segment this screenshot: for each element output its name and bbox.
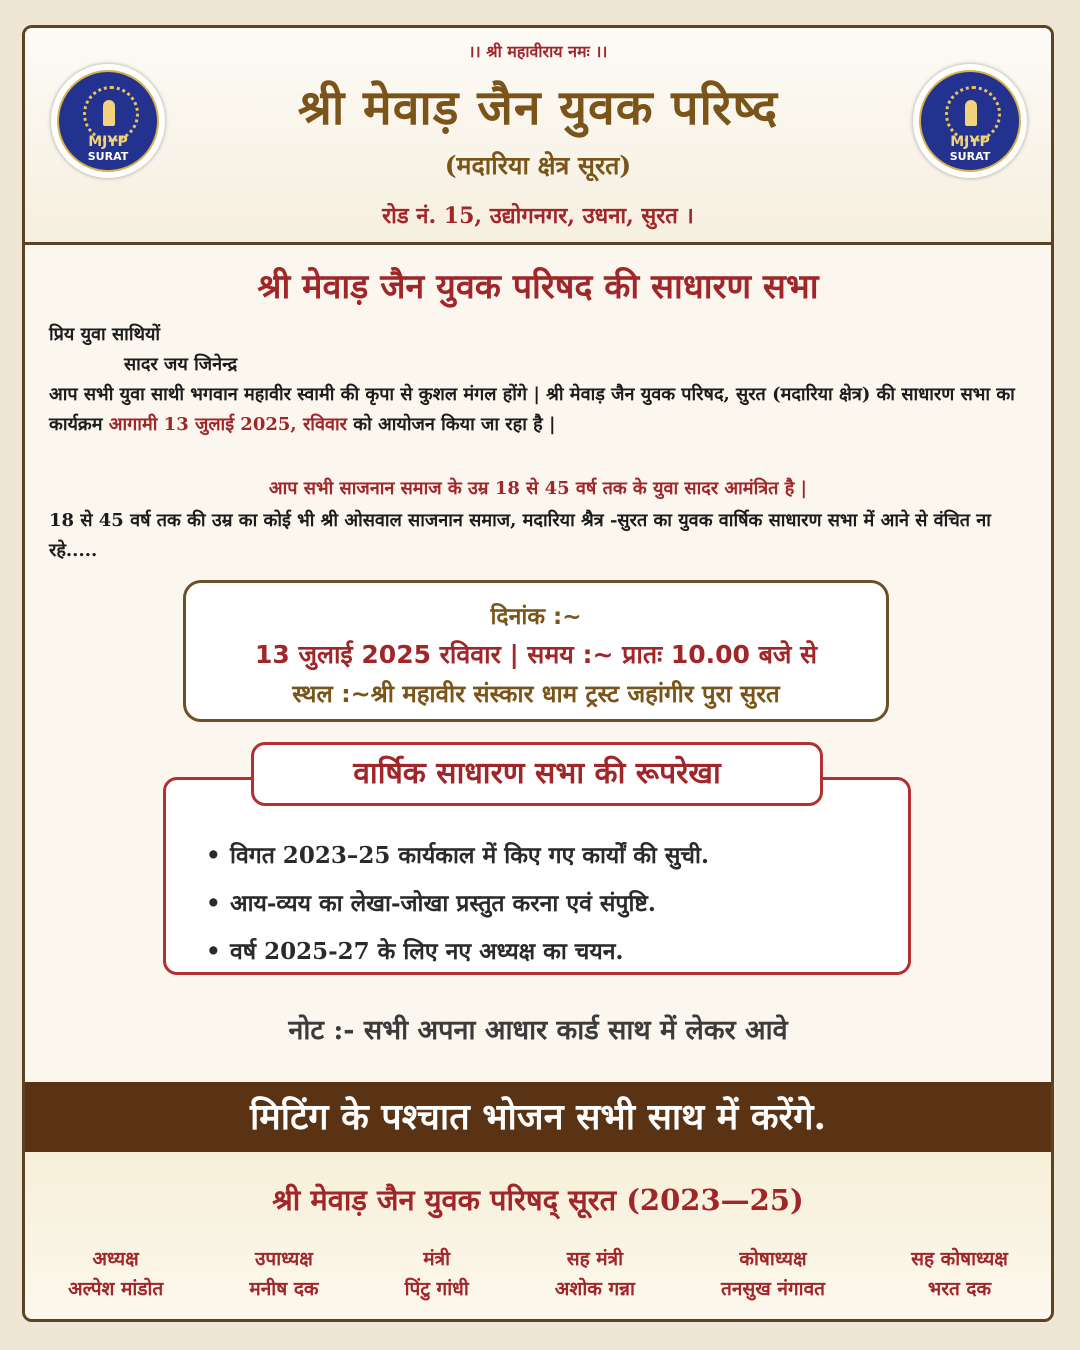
header [25, 28, 1051, 245]
greeting: सादर जय जिनेन्द्र [124, 354, 238, 375]
dinner-banner: मिटिंग के पश्चात भोजन सभी साथ में करेंगे. [25, 1082, 1051, 1152]
bullet-icon: • [206, 842, 221, 869]
date-time: 13 जुलाई 2025 रविवार | समय :~ प्रातः 10.00 बजे से [254, 640, 818, 669]
member-treasurer: कोषाध्यक्ष तनसुख नंगावत [721, 1248, 825, 1300]
footer-title: श्री मेवाड़ जैन युवक परिषद् सूरत (2023—25) [272, 1183, 804, 1217]
venue: स्थल :~श्री महावीर संस्कार धाम ट्रस्ट जहांगीर पुरा सुरत [292, 680, 780, 708]
agenda-title: वार्षिक साधारण सभा की रूपरेखा [251, 742, 823, 806]
invitation-card [22, 25, 1054, 1322]
event-highlight: आगामी 13 जुलाई 2025, रविवार [108, 414, 348, 435]
member-joint-secretary: सह मंत्री अशोक गन्ना [554, 1248, 635, 1300]
eligibility-paragraph: 18 से 45 वर्ष तक की उम्र का कोई भी श्री ओसवाल साजनान समाज, मदारिया श्रैत्र -सुरत का युवक वार्षिक साधारण सभा में आने से वंचित ना रहे..... [49, 510, 991, 561]
bullet-icon: • [206, 938, 221, 965]
agenda-item: • विगत 2023–25 कार्यकाल में किए गए कार्यों की सुची. [206, 842, 709, 869]
date-label: दिनांक :~ [490, 604, 582, 630]
address: रोड नं. 15, उद्योगनगर, उधना, सुरत । [382, 203, 694, 229]
event-details-box [183, 580, 889, 722]
agenda-list [206, 838, 709, 982]
logo-bottom-text: SURAT [949, 150, 991, 163]
invitation-line: आप सभी साजनान समाज के उम्र 18 से 45 वर्ष तक के युवा सादर आमंत्रित है | [268, 478, 808, 499]
note: नोट :- सभी अपना आधार कार्ड साथ में लेकर आवे [288, 1015, 788, 1046]
logo-bottom-text: SURAT [87, 150, 129, 163]
logo-top-text: MJYP [88, 134, 128, 150]
member-joint-treasurer: सह कोषाध्यक्ष भरत दक [911, 1248, 1008, 1300]
logo-top-text: MJYP [950, 134, 990, 150]
agenda-box [163, 777, 911, 975]
letter-text-end: को आयोजन किया जा रहा है | [347, 414, 556, 435]
agenda-item: • आय-व्यय का लेखा-जोखा प्रस्तुत करना एवं संपुष्टि. [206, 890, 656, 917]
subtitle: (मदारिया क्षेत्र सूरत) [444, 151, 632, 180]
page-title: श्री मेवाड़ जैन युवक परिषद की साधारण सभा [257, 267, 819, 307]
salutation: प्रिय युवा साथियों [49, 324, 161, 345]
org-name: श्री मेवाड़ जैन युवक परिष्द [297, 80, 779, 136]
bullet-icon: • [206, 890, 221, 917]
committee-members [25, 1244, 1051, 1304]
mantra: ।। श्री महावीराय नमः ।। [468, 42, 608, 61]
letter-body [49, 320, 1039, 440]
letter-text-start: आप सभी युवा साथी भगवान महावीर स्वामी की कृपा से कुशल मंगल होंगे | श्री मेवाड़ जैन युवक परिषद, सुरत (मदारिया क्षेत्र) की साधारण सभा का कार्यक्रम [49, 384, 1015, 435]
agenda-item: • वर्ष 2025-27 के लिए नए अध्यक्ष का चयन. [206, 938, 624, 965]
footer [25, 1152, 1051, 1322]
member-vice-president: उपाध्यक्ष मनीष दक [249, 1248, 319, 1300]
member-secretary: मंत्री पिंटु गांधी [404, 1248, 469, 1300]
member-president: अध्यक्ष अल्पेश मांडोत [68, 1248, 164, 1300]
